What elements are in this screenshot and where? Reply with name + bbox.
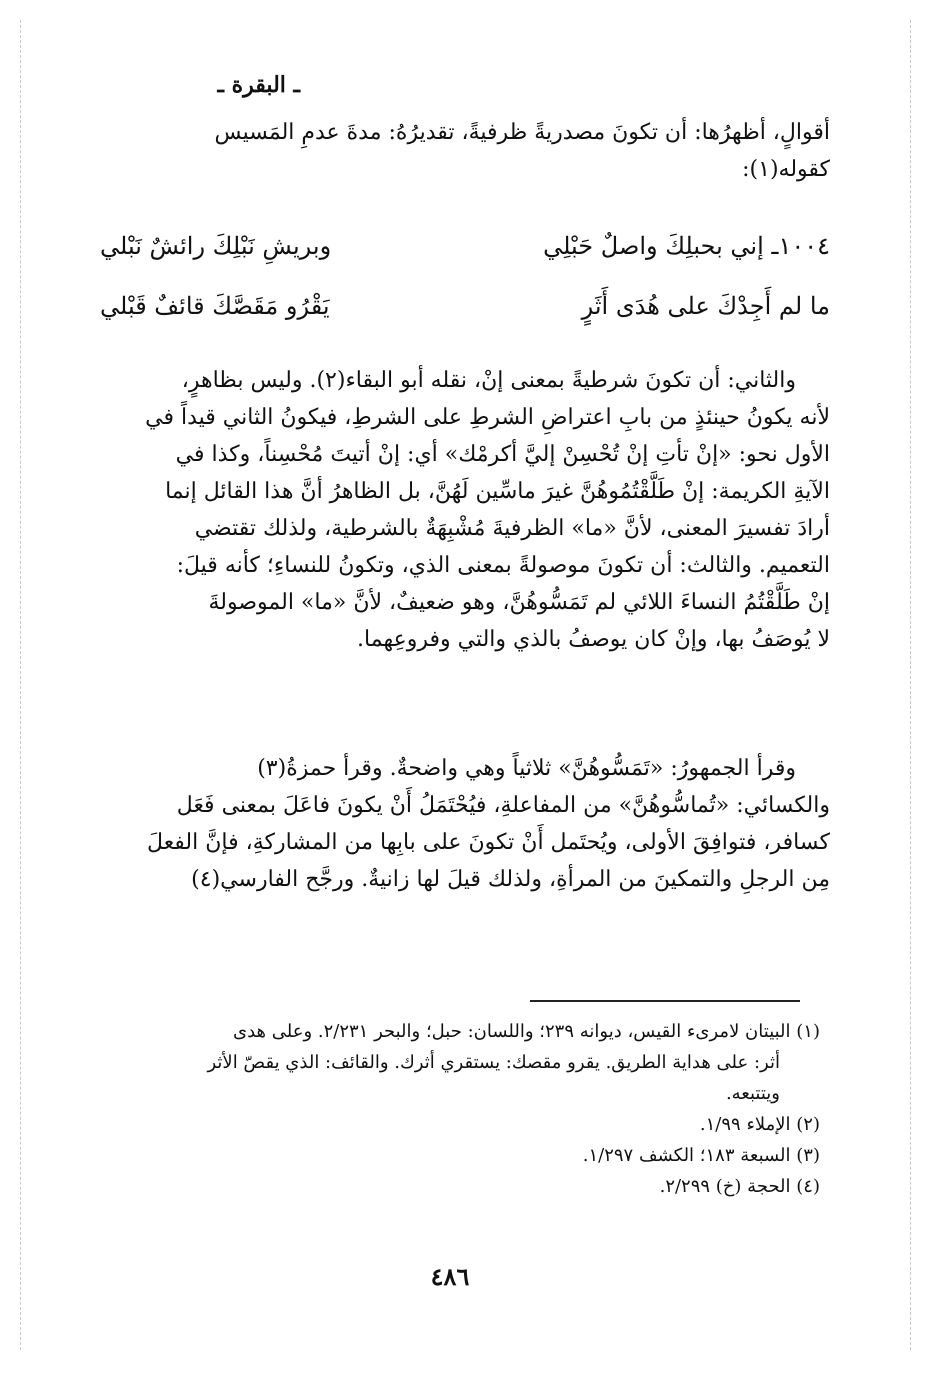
top-paragraph <box>100 114 830 188</box>
page-number: ٤٨٦ <box>430 1262 470 1291</box>
text-line: وقرأ الجمهورُ: «تَمَسُّوهُنَّ» ثلاثياً وهي واضحةٌ. وقرأ حمزةُ(٣) <box>257 756 796 781</box>
running-header: ـ البقرة ـ <box>217 72 300 98</box>
verse-line-2 <box>100 292 830 332</box>
text-line: كقوله(١): <box>742 157 830 182</box>
paragraph-2 <box>100 362 830 658</box>
scan-margin-right <box>910 20 911 1350</box>
verse-hemistich: ما لم أَجِدْكَ على هُدَى أَثَرٍ <box>581 292 830 320</box>
footnote: (١) البيتان لامرىء القيس، ديوانه ٢٣٩؛ واللسان: حبل؛ والبحر ٢/٢٣١. وعلى هدى <box>233 1021 820 1042</box>
footnote: (٣) السبعة ١٨٣؛ الكشف ١/٢٩٧. <box>582 1145 820 1166</box>
text-line: كسافر، فتوافِقَ الأولى، ويُحتَمل أَنْ تكونَ على بابِها من المشاركةِ، فإنَّ الفعلَ <box>147 830 830 855</box>
text-line: والكسائي: «تُماسُّوهُنَّ» من المفاعلةِ، فيُحْتَمَلُ أَنْ يكونَ فاعَلَ بمعنى فَعَل <box>176 793 830 818</box>
text-line: إنْ طَلَّقْتُمُ النساءَ اللائي لم تَمَسُّوهُنَّ، وهو ضعيفٌ، لأنَّ «ما» الموصولةَ <box>208 590 830 615</box>
paragraph-3 <box>100 750 830 898</box>
footnote-continuation: أثر: على هداية الطريق. يقرو مقصك: يستقري أثرك. والقائف: الذي يقصّ الأثر <box>207 1052 780 1073</box>
text-line: لا يُوصَفُ بها، وإنْ كان يوصفُ بالذي والتي وفروعِهما. <box>357 627 830 652</box>
verse-hemistich: يَقْرُو مَقَصَّكَ قائفٌ قَبْلي <box>100 292 330 320</box>
footnote: (٤) الحجة (خ) ٢/٢٩٩. <box>659 1176 820 1197</box>
text-line: مِن الرجلِ والتمكينَ من المرأةِ، ولذلك قيلَ لها زانيةٌ. ورجَّح الفارسي(٤) <box>191 867 830 892</box>
footnote-continuation: ويتتبعه. <box>725 1083 780 1104</box>
text-line: الأول نحو: «إنْ تأتِ إنْ تُحْسِنْ إليَّ أكرمْك» أي: إنْ أتيتَ مُحْسِناً، وكذا في <box>175 442 830 467</box>
footnote-separator <box>530 1000 800 1002</box>
verse-hemistich: وبريشِ نَبْلِكَ رائشٌ نَبْلي <box>100 232 332 260</box>
footnotes <box>100 1016 820 1202</box>
scan-margin-left <box>20 20 21 1350</box>
text-line: الآيةِ الكريمة: إنْ طَلَّقْتُمُوهُنَّ غيرَ ماسِّين لَهُنَّ، بل الظاهرُ أنَّ هذا القائل إنما <box>165 479 830 504</box>
footnote: (٢) الإملاء ١/٩٩. <box>699 1114 820 1135</box>
text-line: التعميم. والثالث: أن تكونَ موصولةً بمعنى الذي، وتكونُ للنساءِ؛ كأنه قيلَ: <box>176 553 830 578</box>
text-line: لأنه يكونُ حينئذٍ من بابِ اعتراضِ الشرطِ على الشرطِ، فيكونُ الثاني قيداً في <box>145 405 830 430</box>
text-line: أرادَ تفسيرَ المعنى، لأنَّ «ما» الظرفيةَ مُشْبِهَةٌ بالشرطية، ولذلك تقتضي <box>194 516 830 541</box>
verse-line-1 <box>100 232 830 272</box>
text-line: والثاني: أن تكونَ شرطيةً بمعنى إنْ، نقله أبو البقاء(٢). وليس بظاهرٍ، <box>181 368 796 393</box>
verse-hemistich: ١٠٠٤ـ إني بحبلِكَ واصلٌ حَبْلِي <box>543 232 830 260</box>
text-line: أقوالٍ، أظهرُها: أن تكونَ مصدريةً ظرفيةً، تقديرُهُ: مدةَ عدمِ المَسيس <box>214 120 830 145</box>
